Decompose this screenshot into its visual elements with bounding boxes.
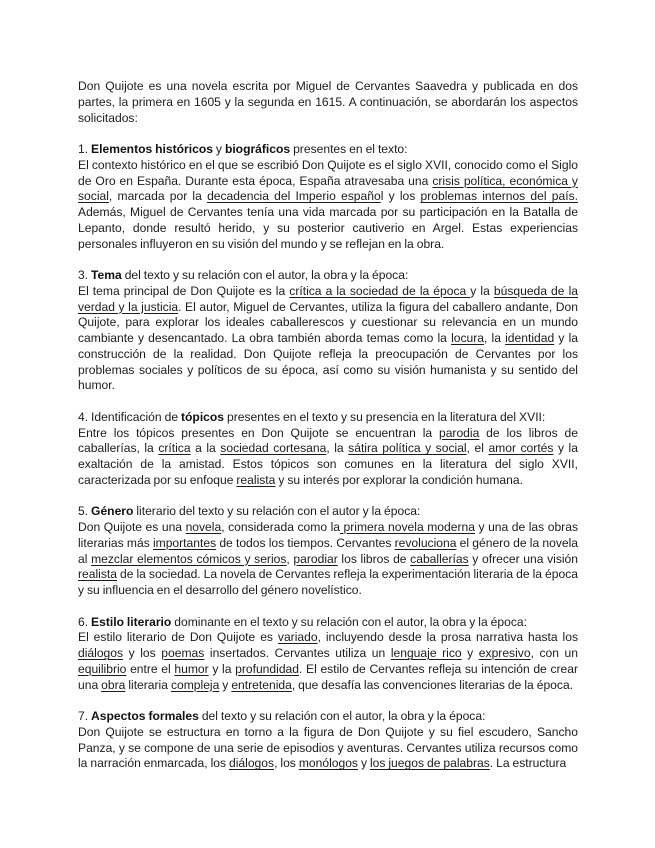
section-5-body: Don Quijote es una novela, considerada como la primera novela moderna y una de las obras literarias más importantes de todos los tiempos. Cervantes revoluciona el género de la novela al mezclar elementos cómicos y serios, parodiar los libros de caballerías y ofrecer una visión realista de la sociedad. La novela de Cervantes refleja la experimentación literaria de la época y su influencia en el desarrollo del género novelístico. [78, 520, 579, 597]
section-7-heading: 7. Aspectos formales del texto y su relación con el autor, la obra y la época: [78, 709, 486, 723]
intro-paragraph: Don Quijote es una novela escrita por Miguel de Cervantes Saavedra y publicada en dos partes, la primera en 1605 y la segunda en 1615. A continuación, se abordarán los aspectos solicitados: [78, 79, 578, 125]
section-6-heading: 6. Estilo literario dominante en el texto y su relación con el autor, la obra y la época: [78, 614, 527, 629]
section-7-body: Don Quijote se estructura en torno a la figura de Don Quijote y su fiel escudero, Sancho Panza, y se compone de una serie de episodios y aventuras. Cervantes utiliza recursos como la narración enmarcada, los diálogos, los monólogos y los juegos de palabras. La estructura [78, 724, 578, 771]
section-5-heading: 5. Género literario del texto y su relación con el autor y la época: [78, 504, 421, 519]
section-4-body: Entre los tópicos presentes en Don Quijote se encuentran la parodia de los libros de caballerías, la crítica a la sociedad cortesana, la sátira política y social, el amor cortés y la exaltación de la amistad. Estos tópicos son comunes en la literatura del siglo XVII, caracterizada por su enfoque realista y su interés por explorar la condición humana. [78, 425, 578, 487]
section-4-heading: 4. Identificación de tópicos presentes en el texto y su presencia en la literatura del XVII: [78, 409, 546, 424]
section-1-body: El contexto histórico en el que se escribió Don Quijote es el siglo XVII, conocido como el Siglo de Oro en España. Durante esta época, España atravesaba una crisis política, económica y social, marcada por la decadencia del Imperio español y los problemas internos del país. Además, Miguel de Cervantes tenía una vida marcada por su participación en la Batalla de Lepanto, donde resultó herido, y su posterior cautiverio en Argel. Estas experiencias personales influyeron en su visión del mundo y se reflejan en la obra. [78, 157, 579, 251]
document-body [78, 79, 578, 772]
section-1-heading: 1. Elementos históricos y biográficos presentes en el texto: [78, 142, 408, 156]
section-3-heading: 3. Tema del texto y su relación con el autor, la obra y la época: [78, 268, 409, 282]
section-6-body: El estilo literario de Don Quijote es variado, incluyendo desde la prosa narrativa hasta los diálogos y los poemas insertados. Cervantes utiliza un lenguaje rico y expresivo, con un equilibrio entre el humor y la profundidad. El estilo de Cervantes refleja su intención de crear una obra literaria compleja y entretenida, que desafía las convenciones literarias de la época. [78, 630, 579, 692]
section-3-body: El tema principal de Don Quijote es la crítica a la sociedad de la época y la búsqueda de la verdad y la justicia. El autor, Miguel de Cervantes, utiliza la figura del caballero andante, Don Quijote, para explorar los ideales caballerescos y cuestionar su relevancia en un mundo cambiante y desencantado. La obra también aborda temas como la locura, la identidad y la construcción de la realidad. Don Quijote refleja la preocupación de Cervantes por los problemas sociales y políticos de su época, así como su visión humanista y su sentido del humor. [78, 283, 578, 393]
